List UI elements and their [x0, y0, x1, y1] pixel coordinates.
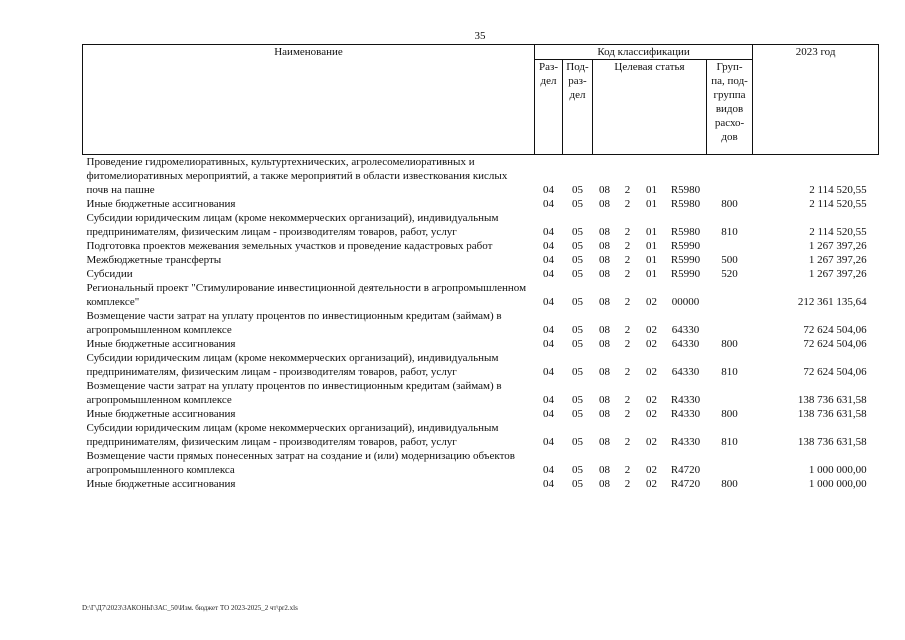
row-podrazdel: 05	[572, 408, 583, 420]
row-target-event: 01	[646, 184, 657, 196]
table-row	[83, 477, 879, 491]
row-podrazdel: 05	[572, 268, 583, 280]
row-podrazdel: 05	[572, 478, 583, 490]
row-target-direction: R4330	[670, 394, 701, 406]
row-target-direction: R4330	[670, 436, 701, 448]
row-razdel: 04	[543, 338, 554, 350]
row-target-program: 08	[599, 478, 610, 490]
row-target-direction: R5980	[670, 226, 701, 238]
row-razdel: 04	[543, 436, 554, 448]
row-razdel: 04	[543, 324, 554, 336]
table-row	[83, 267, 879, 281]
row-target-direction: R5990	[670, 254, 701, 266]
row-name: Субсидии юридическим лицам (кроме некоммерческих организаций), индивидуальным предпринимателям, физическим лицам - производителям товаров, работ, услуг	[86, 422, 499, 448]
table-row	[83, 197, 879, 211]
row-podrazdel: 05	[572, 226, 583, 238]
row-target-direction: R5990	[670, 240, 701, 252]
row-razdel: 04	[543, 198, 554, 210]
row-expense-type	[707, 281, 753, 309]
page-number: 35	[474, 30, 486, 42]
row-target-subprogram: 2	[624, 408, 631, 420]
row-amount: 138 736 631,58	[797, 394, 867, 406]
row-razdel: 04	[543, 464, 554, 476]
row-razdel: 04	[543, 226, 554, 238]
row-amount: 72 624 504,06	[803, 324, 867, 336]
row-name: Иные бюджетные ассигнования	[86, 478, 236, 490]
header-year: 2023 год	[753, 45, 879, 155]
row-target-program: 08	[599, 184, 610, 196]
row-expense-type	[707, 155, 753, 198]
row-target-subprogram: 2	[624, 184, 631, 196]
row-target-program: 08	[599, 296, 610, 308]
row-target-direction: 64330	[671, 366, 700, 378]
row-amount: 72 624 504,06	[803, 338, 867, 350]
row-target-program: 08	[599, 464, 610, 476]
row-razdel: 04	[543, 408, 554, 420]
row-name: Субсидии юридическим лицам (кроме некоммерческих организаций), индивидуальным предпринимателям, физическим лицам - производителям товаров, работ, услуг	[86, 212, 499, 238]
row-amount: 212 361 135,64	[797, 296, 867, 308]
row-podrazdel: 05	[572, 254, 583, 266]
row-target-program: 08	[599, 394, 610, 406]
row-target-direction: R4720	[670, 478, 701, 490]
row-target-direction: 64330	[671, 338, 700, 350]
row-expense-type: 800	[721, 408, 738, 420]
row-expense-type	[707, 379, 753, 407]
row-podrazdel: 05	[572, 366, 583, 378]
table-row	[83, 155, 879, 198]
footer-file-path: D:\Г\Д7\2023\ЗАКОНЫ\ЗАС_50\Изм. бюджет ТО 2023-2025_2 чт\pr2.xls	[82, 604, 298, 612]
row-target-subprogram: 2	[624, 478, 631, 490]
row-amount: 1 000 000,00	[808, 464, 867, 476]
row-podrazdel: 05	[572, 394, 583, 406]
table-row	[83, 253, 879, 267]
row-expense-type	[707, 449, 753, 477]
row-amount: 1 267 397,26	[808, 268, 867, 280]
row-target-direction: 00000	[671, 296, 700, 308]
row-expense-type: 810	[721, 436, 738, 448]
row-target-subprogram: 2	[624, 366, 631, 378]
header-vid: Груп- па, под- группа видов расхо- дов	[707, 60, 753, 155]
table-row	[83, 239, 879, 253]
row-amount: 138 736 631,58	[797, 408, 867, 420]
header-podrazdel: Под- раз- дел	[563, 60, 593, 155]
row-podrazdel: 05	[572, 338, 583, 350]
row-target-subprogram: 2	[624, 338, 631, 350]
row-podrazdel: 05	[572, 184, 583, 196]
row-podrazdel: 05	[572, 198, 583, 210]
row-podrazdel: 05	[572, 324, 583, 336]
row-target-subprogram: 2	[624, 464, 631, 476]
row-target-program: 08	[599, 268, 610, 280]
row-target-direction: R5990	[670, 268, 701, 280]
row-target-program: 08	[599, 324, 610, 336]
table-body	[83, 155, 879, 492]
row-razdel: 04	[543, 268, 554, 280]
row-razdel: 04	[543, 254, 554, 266]
row-name: Возмещение части затрат на уплату процентов по инвестиционным кредитам (займам) в агропромышленном комплексе	[86, 380, 502, 406]
table-row	[83, 211, 879, 239]
header-target: Целевая статья	[593, 60, 707, 155]
row-expense-type: 500	[721, 254, 738, 266]
row-target-event: 01	[646, 254, 657, 266]
row-target-event: 02	[646, 478, 657, 490]
row-name: Иные бюджетные ассигнования	[86, 338, 236, 350]
row-amount: 1 000 000,00	[808, 478, 867, 490]
row-target-event: 02	[646, 436, 657, 448]
row-name: Иные бюджетные ассигнования	[86, 198, 236, 210]
row-name: Иные бюджетные ассигнования	[86, 408, 236, 420]
row-expense-type	[707, 309, 753, 337]
row-amount: 1 267 397,26	[808, 254, 867, 266]
row-expense-type: 810	[721, 366, 738, 378]
row-expense-type: 800	[721, 478, 738, 490]
row-target-event: 02	[646, 324, 657, 336]
row-target-program: 08	[599, 338, 610, 350]
row-target-direction: R4330	[670, 408, 701, 420]
table-header	[83, 45, 879, 155]
row-razdel: 04	[543, 240, 554, 252]
row-name: Возмещение части прямых понесенных затрат на создание и (или) модернизацию объектов агропромышленного комплекса	[86, 450, 515, 476]
row-razdel: 04	[543, 296, 554, 308]
table-row	[83, 309, 879, 337]
header-name: Наименование	[83, 45, 535, 155]
table-row	[83, 449, 879, 477]
row-podrazdel: 05	[572, 296, 583, 308]
row-name: Возмещение части затрат на уплату процентов по инвестиционным кредитам (займам) в агропромышленном комплексе	[86, 310, 502, 336]
row-razdel: 04	[543, 394, 554, 406]
row-amount: 2 114 520,55	[809, 184, 867, 196]
row-name: Проведение гидромелиоративных, культуртехнических, агролесомелиоративных и фитомелиоративных мероприятий, а также мероприятий в области известкования кислых почв на пашне	[86, 156, 508, 196]
row-target-subprogram: 2	[624, 268, 631, 280]
row-target-event: 01	[646, 226, 657, 238]
row-target-direction: R4720	[670, 464, 701, 476]
row-name: Подготовка проектов межевания земельных участков и проведение кадастровых работ	[86, 240, 493, 252]
row-target-direction: R5980	[670, 198, 701, 210]
row-expense-type: 520	[721, 268, 738, 280]
row-razdel: 04	[543, 366, 554, 378]
row-target-event: 02	[646, 394, 657, 406]
row-amount: 1 267 397,26	[808, 240, 867, 252]
row-expense-type: 800	[721, 198, 738, 210]
row-target-program: 08	[599, 408, 610, 420]
row-podrazdel: 05	[572, 240, 583, 252]
row-target-event: 02	[646, 408, 657, 420]
row-expense-type: 810	[721, 226, 738, 238]
table-row	[83, 421, 879, 449]
table-row	[83, 337, 879, 351]
row-amount: 2 114 520,55	[809, 226, 867, 238]
row-target-subprogram: 2	[624, 324, 631, 336]
row-name: Субсидии	[86, 268, 133, 280]
row-target-program: 08	[599, 366, 610, 378]
row-podrazdel: 05	[572, 464, 583, 476]
row-target-subprogram: 2	[624, 254, 631, 266]
row-amount: 72 624 504,06	[803, 366, 867, 378]
row-name: Региональный проект "Стимулирование инвестиционной деятельности в агропромышленном комплексе"	[86, 282, 527, 308]
row-target-subprogram: 2	[624, 296, 631, 308]
row-target-subprogram: 2	[624, 198, 631, 210]
row-target-program: 08	[599, 436, 610, 448]
row-target-subprogram: 2	[624, 226, 631, 238]
row-expense-type	[707, 239, 753, 253]
row-target-direction: 64330	[671, 324, 700, 336]
row-target-subprogram: 2	[624, 436, 631, 448]
row-name: Субсидии юридическим лицам (кроме некоммерческих организаций), индивидуальным предпринимателям, физическим лицам - производителям товаров, работ, услуг	[86, 352, 499, 378]
row-podrazdel: 05	[572, 436, 583, 448]
row-razdel: 04	[543, 184, 554, 196]
table-row	[83, 407, 879, 421]
row-target-event: 01	[646, 198, 657, 210]
header-classification: Код классификации	[535, 45, 753, 60]
row-target-event: 02	[646, 338, 657, 350]
row-target-subprogram: 2	[624, 394, 631, 406]
row-razdel: 04	[543, 478, 554, 490]
row-target-program: 08	[599, 226, 610, 238]
row-target-event: 01	[646, 240, 657, 252]
row-target-program: 08	[599, 254, 610, 266]
table-row	[83, 281, 879, 309]
table-row	[83, 351, 879, 379]
row-amount: 2 114 520,55	[809, 198, 867, 210]
row-target-direction: R5980	[670, 184, 701, 196]
row-target-program: 08	[599, 198, 610, 210]
row-target-event: 02	[646, 464, 657, 476]
row-target-event: 02	[646, 366, 657, 378]
row-amount: 138 736 631,58	[797, 436, 867, 448]
row-name: Межбюджетные трансферты	[86, 254, 222, 266]
table-row	[83, 379, 879, 407]
row-target-event: 01	[646, 268, 657, 280]
row-target-subprogram: 2	[624, 240, 631, 252]
row-target-program: 08	[599, 240, 610, 252]
row-expense-type: 800	[721, 338, 738, 350]
budget-table	[82, 44, 879, 491]
row-target-event: 02	[646, 296, 657, 308]
header-razdel: Раз- дел	[535, 60, 563, 155]
